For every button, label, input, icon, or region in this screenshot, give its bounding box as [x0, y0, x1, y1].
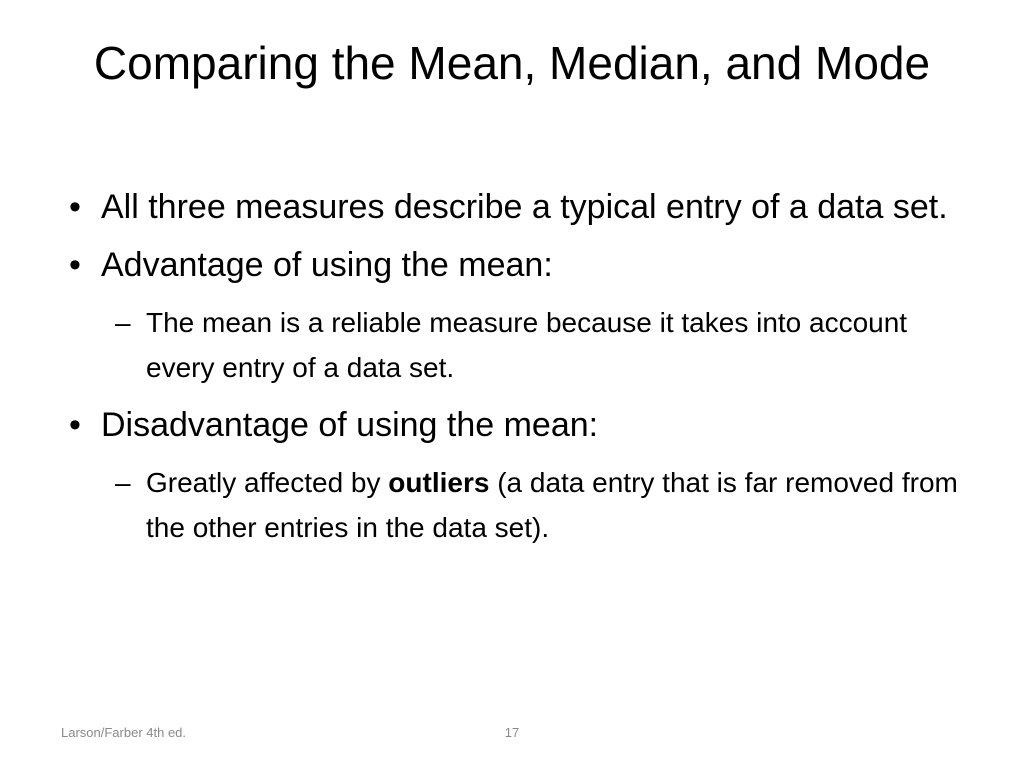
bullet-text: Advantage of using the mean:: [101, 246, 553, 284]
dash-icon: –: [115, 467, 131, 498]
slide-number: 17: [504, 725, 520, 740]
sub-bullet-text: The mean is a reliable measure because it takes into account every entry of a data set.: [146, 307, 908, 383]
bullet-icon: •: [69, 406, 81, 444]
bullet-icon: •: [69, 246, 81, 284]
sub-bullet-text-start: Greatly affected by: [146, 467, 389, 498]
bullet-text: All three measures describe a typical entry of a data set.: [101, 188, 948, 226]
dash-icon: –: [115, 307, 131, 338]
bullet-icon: •: [69, 188, 81, 226]
slide-body: [60, 184, 960, 562]
outliers-term: outliers: [388, 467, 490, 498]
bullet-item: [60, 242, 960, 288]
sub-bullet-item: [115, 460, 960, 550]
bullet-item: [60, 402, 960, 448]
bullet-text: Disadvantage of using the mean:: [101, 406, 599, 444]
bullet-item: [60, 184, 960, 230]
footer-source: Larson/Farber 4th ed.: [61, 725, 187, 740]
sub-bullet-text-end: (a data entry that is far removed from the other entries in the data set).: [146, 467, 958, 543]
sub-bullet-item: [115, 300, 960, 390]
slide-title: Comparing the Mean, Median, and Mode: [93, 37, 931, 89]
